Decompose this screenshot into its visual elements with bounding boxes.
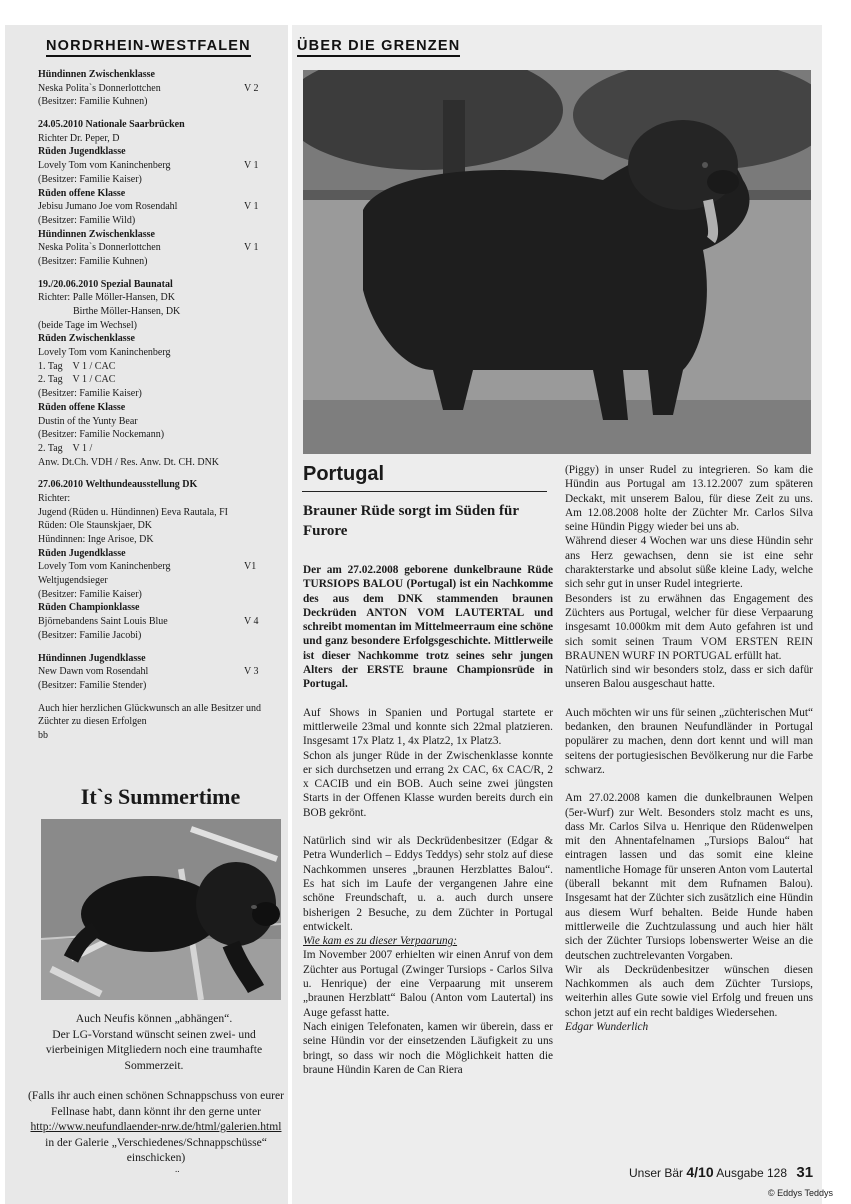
- article-paragraph: Auch möchten wir uns für seinen „züchterischen Mut“ bedanken, den braunen Neufundländer in Portugal populärer zu machen, denn dort kennt und will man seitens der portugiesischen Bevölkerung nur die Farbe schwarz.: [565, 706, 813, 776]
- results-text: Rüden offene Klasse: [38, 187, 126, 199]
- results-gap: [38, 643, 273, 652]
- article-paragraph: Am 27.02.2008 kamen die dunkelbraunen Welpen (5er-Wurf) zur Welt. Besonders stolz macht es uns, dass Mr. Carlos Silva u. Henrique den Rüdenwelpen mit den Ahnentafelnamen „Tursiops Balou“ hat eintragen lassen und das somit eine kleine namentliche Homage für unseren Anton vom Lautertal (überall bekannt mit dem Rufnamen Balou). Insgesamt hat der Züchter sich zusätzlich eine Hündin aus diesem Wurf behalten. Beide Hunde haben mittlerweile die Zuchtzulassung und auch hier hält sich der Züchter Tursiops lobenswerter Weise an die deutschen zuchtrelevanten Vorgaben.: [565, 792, 813, 962]
- results-line: [38, 415, 273, 429]
- results-text: 2. Tag V 1 / CAC: [38, 374, 116, 386]
- results-line: [38, 241, 273, 255]
- results-text: 2. Tag V 1 /: [38, 442, 93, 454]
- article-paragraph: Auf Shows in Spanien und Portugal startete er mittlerweile 23mal und konnte sich 22mal platzieren. Insgesamt 17x Platz 1, 4x Platz2, 1x Platz3.: [303, 706, 553, 748]
- results-rating: V 1: [244, 201, 259, 213]
- results-class-heading: [38, 401, 273, 415]
- results-class-heading: [38, 601, 273, 615]
- results-text: Neska Polita`s Donnerlottchen: [38, 82, 161, 94]
- caption-line: vierbeinigen Mitgliedern noch eine traumhafte: [45, 1043, 263, 1057]
- results-text: Lovely Tom vom Kaninchenberg: [38, 561, 171, 573]
- results-line: [38, 702, 273, 729]
- results-text: (Besitzer: Familie Jacobi): [38, 629, 142, 641]
- results-text: Richter:: [38, 492, 71, 504]
- caption-line: Auch Neufis können „abhängen“.: [75, 1012, 233, 1025]
- newfoundland-photo: [303, 70, 811, 454]
- results-text: 24.05.2010 Nationale Saarbrücken: [38, 119, 185, 131]
- results-line: [38, 387, 273, 401]
- show-results-list: [38, 68, 273, 743]
- results-line: [38, 533, 273, 547]
- results-text: (Besitzer: Familie Nockemann): [38, 429, 165, 441]
- results-class-heading: [38, 187, 273, 201]
- results-rating: V 1: [244, 160, 259, 172]
- article-lead: Der am 27.02.2008 geborene dunkelbraune Rüde TURSIOPS BALOU (Portugal) ist ein Nachkomme des aus dem DNK stammenden braunen Deckrüden ANTON VOM LAUTERTAL und schreibt momentan im Mittelmeerraum eine schöne und ganz besondere Erfolgsgeschichte. Mittlerweile ist dieser Nachkomme trotz seines sehr jungen Alters der ERSTE braune Championsrüde in Portugal.: [303, 564, 553, 691]
- article-paragraph: Natürlich sind wir besonders stolz, dass er sich dafür unseren Balou ausgeschaut hatte.: [565, 664, 813, 691]
- results-text: New Dawn vom Rosendahl: [38, 666, 149, 678]
- results-text: Rüden Jugendklasse: [38, 146, 126, 158]
- results-text: Hündinnen Jugendklasse: [38, 652, 146, 664]
- results-line: [38, 615, 273, 629]
- results-gap: [38, 469, 273, 478]
- results-class-heading: [38, 478, 273, 492]
- results-text: Rüden Zwischenklasse: [38, 333, 135, 345]
- results-text: Jebisu Jumano Joe vom Rosendahl: [38, 201, 178, 213]
- results-line: [38, 173, 273, 187]
- article-paragraph: Wir als Deckrüdenbesitzer wünschen diesen Nachkommen als auch dem Züchter Tursiops, weiterhin alles Gute sowie viel Erfolg und freuen uns schon jetzt auf ein recht baldiges Wiedersehen.: [565, 963, 813, 1019]
- issue-number: 4/10: [686, 1164, 714, 1180]
- results-line: [38, 574, 273, 588]
- results-class-heading: [38, 332, 273, 346]
- page-number: 31: [796, 1164, 814, 1181]
- puppy-photo: [41, 819, 281, 1000]
- copyright-watermark: © Eddys Teddys: [768, 1188, 833, 1198]
- results-class-heading: [38, 118, 273, 132]
- invite-text-end: in der Galerie „Verschiedenes/Schnappschüsse“ einschicken): [45, 1135, 267, 1165]
- results-text: Rüden offene Klasse: [38, 401, 126, 413]
- results-line: [38, 82, 273, 96]
- results-text: Richter Dr. Peper, D: [38, 132, 120, 144]
- results-text: Rüden: Ole Staunskjaer, DK: [38, 520, 153, 532]
- results-text: Hündinnen: Inge Arisoe, DK: [38, 534, 154, 545]
- results-gap: [38, 693, 273, 702]
- article-subtitle: Brauner Rüde sorgt im Süden für Furore: [303, 503, 519, 539]
- caption-line: Sommerzeit.: [124, 1058, 184, 1072]
- results-line: [38, 214, 273, 228]
- results-text: (Besitzer: Familie Kuhnen): [38, 255, 148, 267]
- results-text: Dustin of the Yunty Bear: [38, 415, 138, 427]
- article-paragraph: Schon als junger Rüde in der Zwischenklasse konnte er sich durchsetzen und errang 2x CAC, 6x CAC/R, 2 x CACIB und ein BOB. Auch seine zwei jüngsten Starts in der Offenen Klasse wurden bereits durch ein BOB gekrönt.: [303, 749, 553, 819]
- summer-title: It`s Summertime: [80, 784, 241, 809]
- results-line: [38, 346, 273, 360]
- left-section-header: NORDRHEIN-WESTFALEN: [46, 38, 251, 57]
- results-text: 19./20.06.2010 Spezial Baunatal: [38, 278, 173, 290]
- article-paragraph: Natürlich sind wir als Deckrüdenbesitzer (Edgar & Petra Wunderlich – Eddys Teddys) sehr stolz auf diese Nachkommen unseres „braunen Herzblattes Balou“. Es hat sich im Laufe der vergangenen Jahre eine schöne Freundschaft, u. a. auch durch unsere bisherigen 2 Besuche, zu dem Züchter in Portugal entwickelt.: [303, 835, 553, 933]
- results-line: [38, 456, 273, 470]
- results-text: Björnebandens Saint Louis Blue: [38, 616, 168, 628]
- results-line: [38, 560, 273, 574]
- results-line: [38, 506, 273, 520]
- results-text: (Besitzer: Familie Kaiser): [38, 173, 142, 185]
- scan-margin: [822, 0, 851, 1204]
- results-text: Weltjugendsieger: [38, 575, 108, 587]
- results-line: [38, 629, 273, 643]
- results-line: [38, 305, 273, 319]
- gallery-link[interactable]: http://www.neufundlaender-nrw.de/html/galerien.html: [30, 1120, 282, 1134]
- article-paragraph: Im November 2007 erhielten wir einen Anruf von dem Züchter aus Portugal (Zwinger Tursiops - Carlos Silva u. Henrique) der eine Verpaarung mit unserem „braunen Herzblatt“ Balou (Anton vom Lautertal) ins Auge gefasst hatte.: [303, 949, 553, 1019]
- results-rating: V 1: [244, 242, 259, 254]
- results-line: [38, 159, 273, 173]
- article-signature: Edgar Wunderlich: [565, 1020, 649, 1033]
- results-line: [38, 319, 273, 333]
- results-line: [38, 428, 273, 442]
- results-class-heading: [38, 145, 273, 159]
- results-text: Rüden Jugendklasse: [38, 547, 126, 559]
- results-text: Lovely Tom vom Kaninchenberg: [38, 347, 171, 359]
- caption-line: Der LG-Vorstand wünscht seinen zwei- und: [52, 1027, 256, 1041]
- results-class-heading: [38, 68, 273, 82]
- magazine-name: Unser Bär: [629, 1166, 684, 1180]
- results-line: [38, 519, 273, 533]
- results-line: [38, 255, 273, 269]
- results-text: Jugend (Rüden u. Hündinnen) Eeva Rautala, FI: [38, 506, 228, 518]
- article-column-2: [565, 463, 813, 1034]
- results-text: bb: [38, 729, 48, 741]
- article-title: Portugal: [303, 463, 385, 485]
- results-line: [38, 132, 273, 146]
- article-paragraph: Nach einigen Telefonaten, kamen wir überein, dass er seine Hündin vor der einsetzenden Läufigkeit zu uns bringt, so dass wir noch die Möglichkeit hatten die braune Hündin Karen de Can Riera: [303, 1020, 553, 1076]
- results-text: Auch hier herzlichen Glückwunsch an alle Besitzer und Züchter zu diesen Erfolgen: [38, 702, 261, 728]
- results-rating: V 2: [244, 82, 259, 94]
- results-gap: [38, 269, 273, 278]
- results-line: [38, 291, 273, 305]
- results-line: [38, 442, 273, 456]
- article-paragraph: Während dieser 4 Wochen war uns diese Hündin sehr ans Herz gewachsen, denn sie ist eine sehr charakterstarke und absolut süße kleine Lady, welche sich sehr gut in unser Rudel integrierte.: [565, 535, 813, 591]
- results-rating: V1: [244, 561, 257, 573]
- article-column-1: [303, 563, 553, 1077]
- results-text: (Besitzer: Familie Kaiser): [38, 388, 142, 400]
- results-text: Rüden Championklasse: [38, 602, 140, 614]
- results-text: Anw. Dt.Ch. VDH / Res. Anw. Dt. CH. DNK: [38, 456, 220, 468]
- results-class-heading: [38, 228, 273, 242]
- results-line: [38, 665, 273, 679]
- results-text: Lovely Tom vom Kaninchenberg: [38, 160, 171, 172]
- article-subheading: Wie kam es zu dieser Verpaarung:: [303, 935, 458, 948]
- results-text: Richter: Palle Möller-Hansen, DK: [38, 292, 175, 304]
- results-line: [38, 373, 273, 387]
- results-class-heading: [38, 278, 273, 292]
- page-footer: [629, 1164, 813, 1181]
- edition-label: Ausgabe 128: [716, 1166, 788, 1180]
- invite-text: (Falls ihr auch einen schönen Schnappschuss von eurer Fellnase habt, dann könnt ihr den gerne unter: [28, 1089, 284, 1118]
- results-line: [38, 200, 273, 214]
- results-text: (Besitzer: Familie Kuhnen): [38, 96, 148, 108]
- results-text: 1. Tag V 1 / CAC: [38, 360, 116, 372]
- results-text: Hündinnen Zwischenklasse: [38, 69, 155, 80]
- results-text: (Besitzer: Familie Stender): [38, 679, 147, 691]
- results-text: Birthe Möller-Hansen, DK: [38, 306, 181, 317]
- snapshot-invite: [28, 1088, 284, 1166]
- article-paragraph: (Piggy) in unser Rudel zu integrieren. So kam die Hündin aus Portugal am 13.12.2007 zum späteren Deckakt, mit unserem Balou, für diese Zeit zu uns. Am 12.08.2008 holte der Züchter Mr. Carlos Silva seine Hündin Piggy wieder bei uns ab.: [565, 464, 813, 534]
- results-text: (Besitzer: Familie Wild): [38, 214, 136, 226]
- results-text: Hündinnen Zwischenklasse: [38, 228, 155, 240]
- results-class-heading: [38, 547, 273, 561]
- right-section-header: ÜBER DIE GRENZEN: [297, 38, 460, 57]
- results-rating: V 4: [244, 616, 259, 628]
- end-mark: ..: [175, 1164, 180, 1174]
- results-line: [38, 679, 273, 693]
- results-text: Neska Polita`s Donnerlottchen: [38, 242, 161, 254]
- results-line: [38, 492, 273, 506]
- results-line: [38, 729, 273, 743]
- results-line: [38, 95, 273, 109]
- results-text: (beide Tage im Wechsel): [38, 319, 137, 331]
- results-gap: [38, 109, 273, 118]
- results-text: 27.06.2010 Welthundeausstellung DK: [38, 479, 198, 491]
- results-line: [38, 588, 273, 602]
- results-line: [38, 360, 273, 374]
- article-paragraph: Besonders ist zu erwähnen das Engagement des Züchters aus Portugal, welcher für diese Verpaarung insgesamt 10.000km mit dem Auto gefahren ist und sich somit seinen Traum VOM ERSTEN REIN BRAUNEN WURF IN PORTUGAL erfüllt hat.: [565, 592, 813, 662]
- results-rating: V 3: [244, 666, 259, 678]
- title-rule: [302, 491, 547, 492]
- results-class-heading: [38, 652, 273, 666]
- results-text: (Besitzer: Familie Kaiser): [38, 588, 142, 600]
- photo-caption: [20, 1011, 288, 1073]
